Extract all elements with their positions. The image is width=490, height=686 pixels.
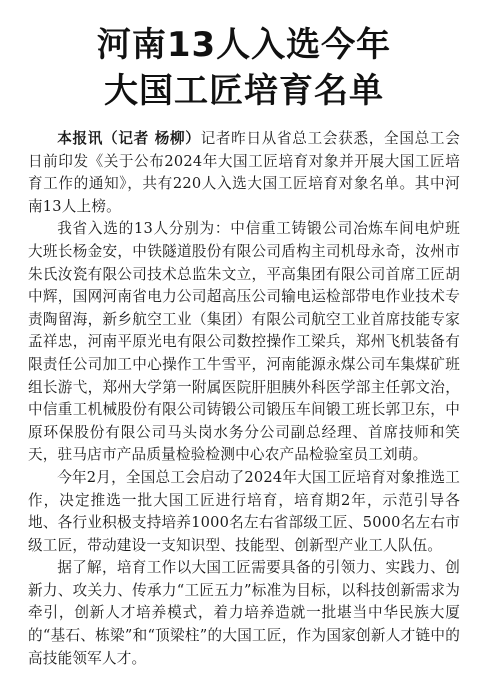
paragraph-4: 据了解，培育工作以大国工匠需要具备的引领力、实践力、创新力、攻关力、传承力“工匠五力”标准为目标，以科技创新需求为牵引，创新人才培养模式，着力培养造就一批堪当中华民族大厦的“基石、栋梁”和“顶梁柱”的大国工匠，作为国家创新人才链中的高技能领军人才。 <box>28 559 460 667</box>
paragraph-1 <box>28 128 460 218</box>
headline-line-1: 河南13人入选今年 <box>96 25 392 65</box>
paragraph-3: 今年2月，全国总工会启动了2024年大国工匠培育对象推选工作，决定推选一批大国工匠进行培育，培育期2年，示范引导各地、各行业积极支持培养1000名左右省部级工匠、5000名左右市级工匠，带动建设一支知识型、技能型、创新型产业工人队伍。 <box>28 468 460 554</box>
byline: 本报讯（记者 杨柳） <box>57 130 201 147</box>
paragraph-2: 我省入选的13人分别为：中信重工铸锻公司冶炼车间电炉班大班长杨金安，中铁隧道股份有限公司盾构主司机母永奇，汝州市朱氏汝瓷有限公司技术总监朱文立，平高集团有限公司首席工匠胡中辉，国网河南省电力公司超高压公司输电运检部带电作业技术专责陶留海，新乡航空工业（集团）有限公司航空工业首席技能专家孟祥忠，河南平原光电有限公司数控操作工梁兵，郑州飞机装备有限责任公司加工中心操作工牛雪平，河南能源永煤公司车集煤矿班组长游弋，郑州大学第一附属医院肝胆胰外科医学部主任郭文治，中信重工机械股份有限公司铸锻公司锻压车间锻工班长郭卫东，中原环保股份有限公司马头岗水务分公司副总经理、首席技师和笑天，驻马店市产品质量检验检测中心农产品检验室员工刘萌。 <box>28 220 460 464</box>
headline-line-2: 大国工匠培育名单 <box>104 71 384 111</box>
headline <box>28 22 460 114</box>
article-body <box>28 128 460 670</box>
paragraph-1-text: 记者昨日从省总工会获悉，全国总工会日前印发《关于公布2024年大国工匠培育对象并开展大国工匠培育工作的通知》，共有220人入选大国工匠培育对象名单。其中河南13人上榜。 <box>28 130 460 215</box>
